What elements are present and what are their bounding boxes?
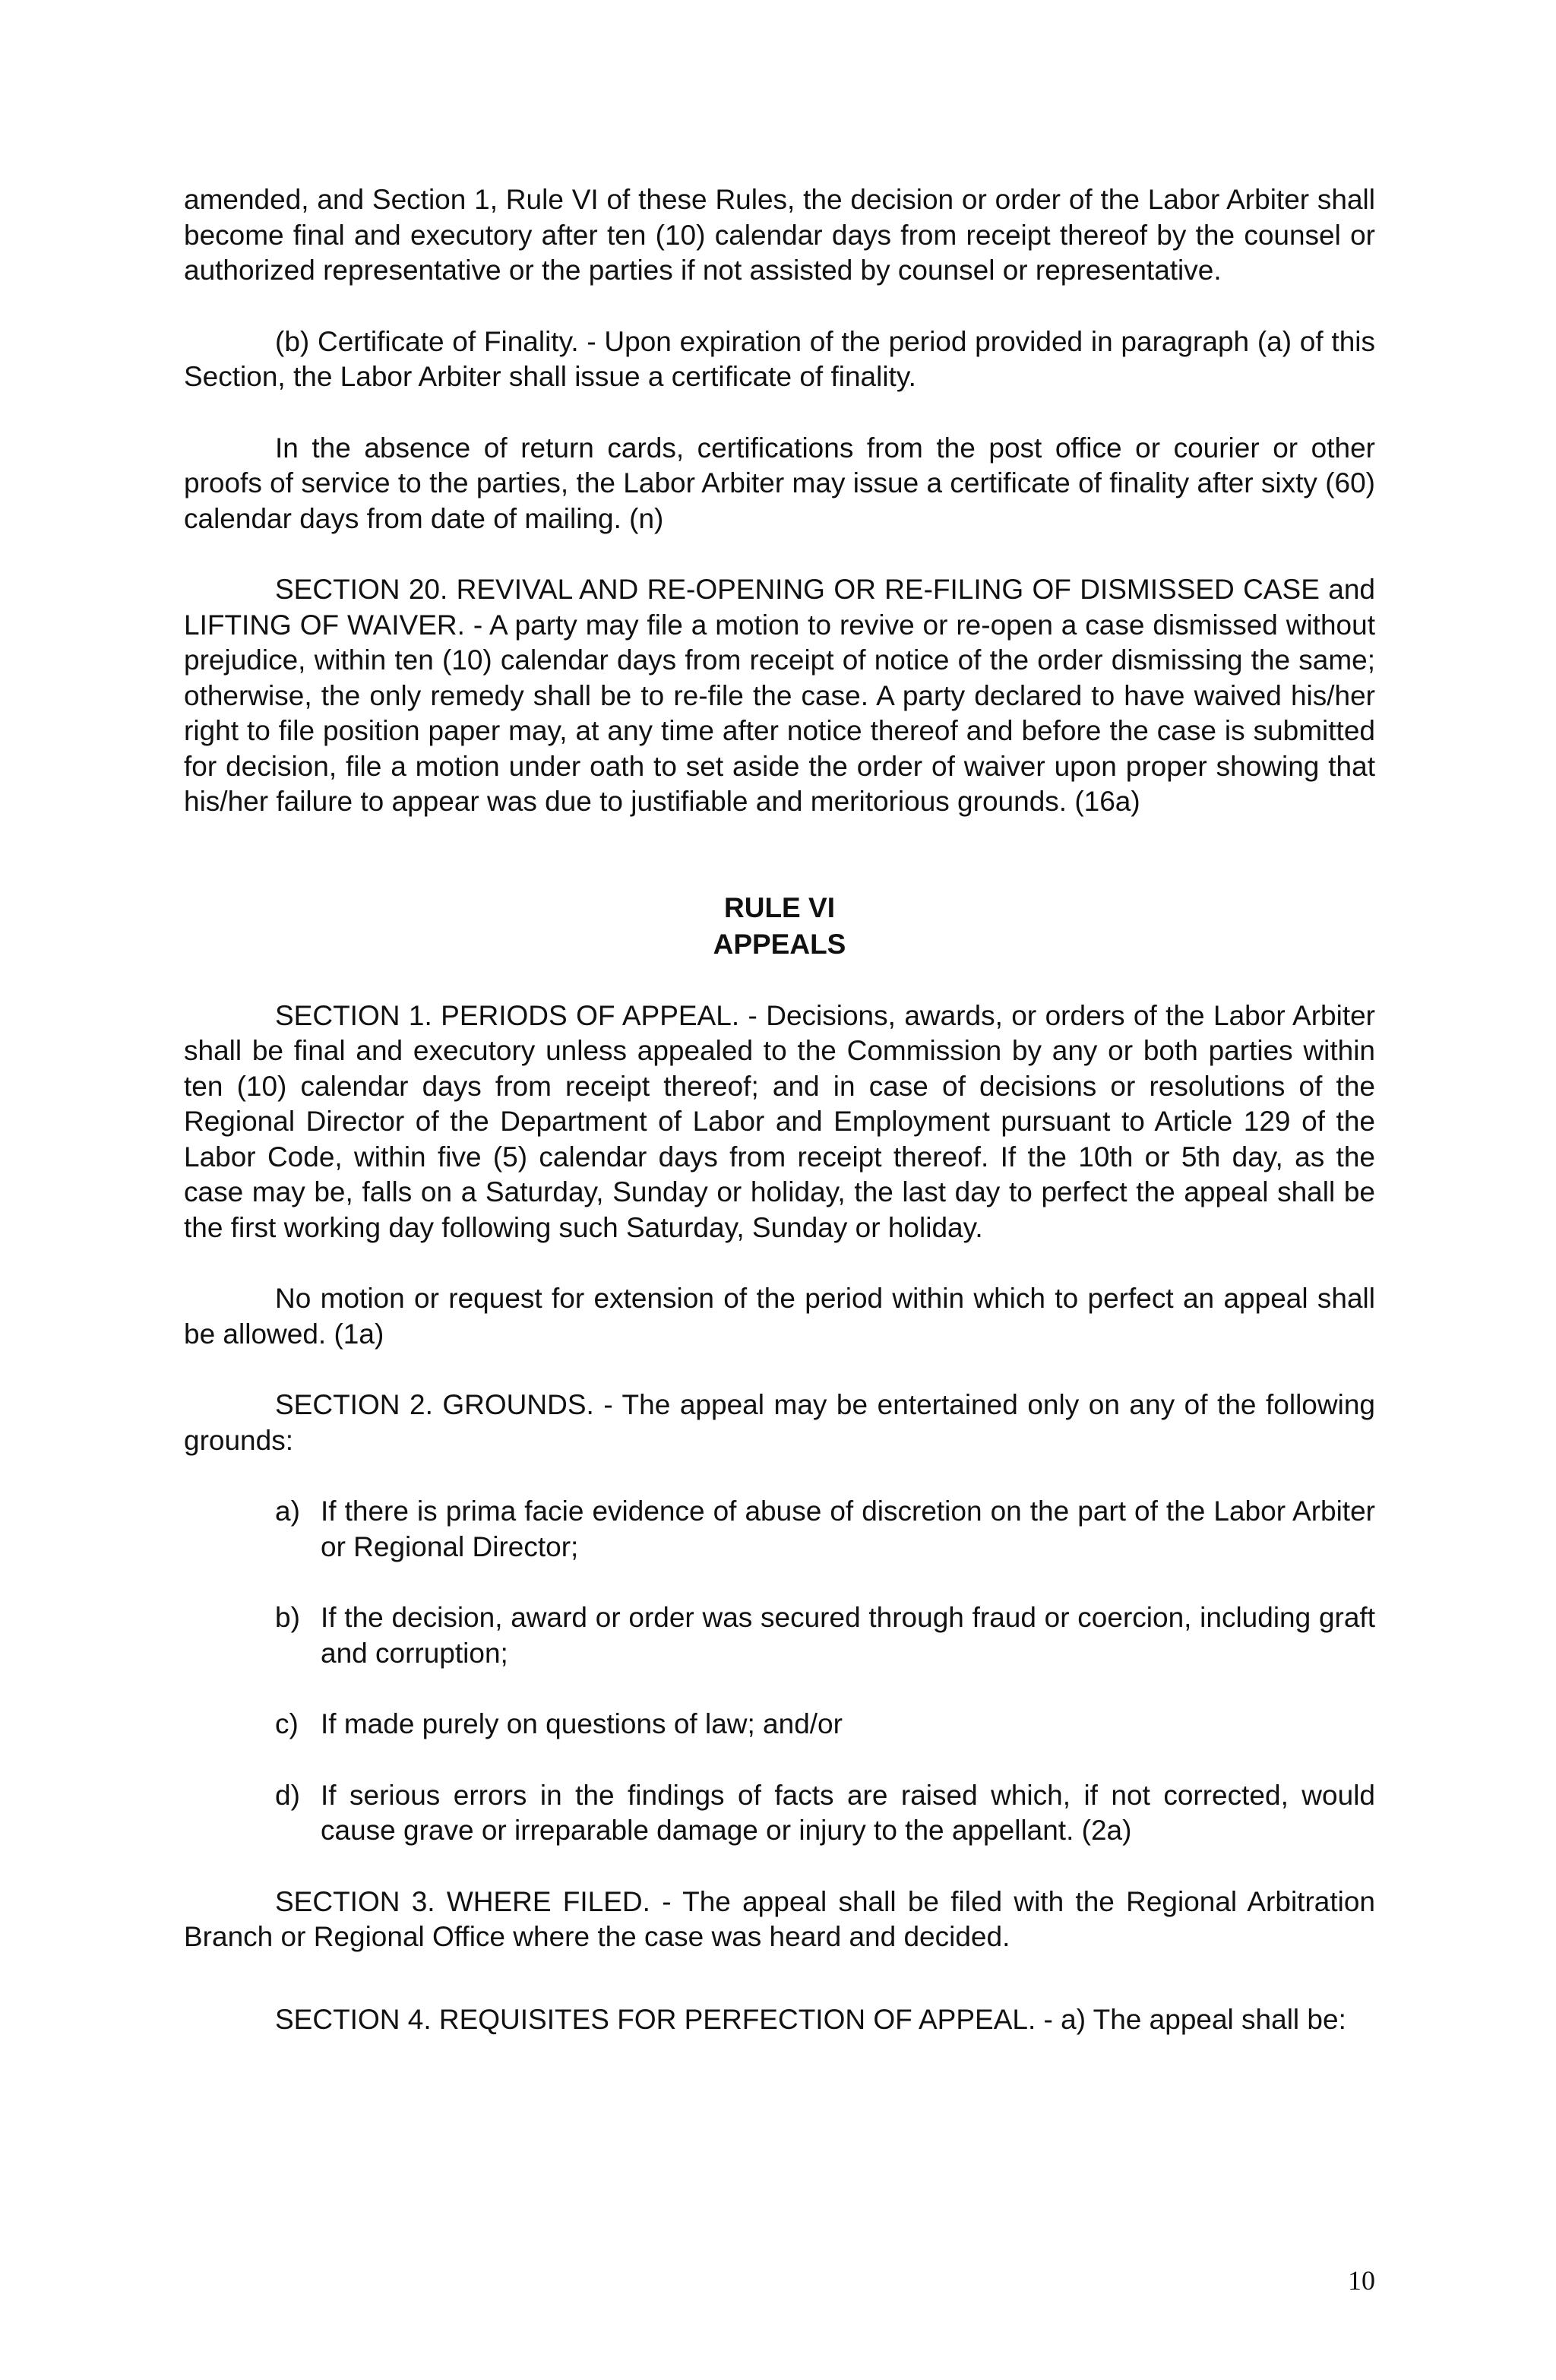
paragraph-section-1: SECTION 1. PERIODS OF APPEAL. - Decisions, awards, or orders of the Labor Arbiter shall be final and executory unless appealed to the Commission by any or both parties within ten (10) calendar days from receipt thereof; and in case of decisions or resolutions of the Regional Director of the Department of Labor and Employment pursuant to Article 129 of the Labor Code, within five (5) calendar days from receipt thereof. If the 10th or 5th day, as the case may be, falls on a Saturday, Sunday or holiday, the last day to perfect the appeal shall be the first working day following such Saturday, Sunday or holiday. [184,999,1375,1243]
paragraph-section-20: SECTION 20. REVIVAL AND RE-OPENING OR RE-FILING OF DISMISSED CASE and LIFTING OF WAIVER. - A party may file a motion to revive or re-open a case dismissed without prejudice, within ten (10) calendar days from receipt of notice of the order dismissing the same; otherwise, the only remedy shall be to re-file the case. A party declared to have waived his/her right to file position paper may, at any time after notice thereof and before the case is submitted for decision, file a motion under oath to set aside the order of waiver upon proper showing that his/her failure to appear was due to justifiable and meritorious grounds. (16a) [184,574,1375,817]
paragraph-section-3: SECTION 3. WHERE FILED. - The appeal shall be filed with the Regional Arbitration Branch or Regional Office where the case was heard and decided. [184,1885,1375,1952]
list-text: If the decision, award or order was secured through fraud or coercion, including graft and corruption; [321,1602,1375,1669]
list-item-ground-d [184,1778,1375,1849]
rule-heading [184,890,1375,963]
list-item-ground-c [184,1707,1375,1742]
page-number: 10 [1348,2265,1375,2296]
list-text: If serious errors in the findings of facts are raised which, if not corrected, would cause grave or irreparable damage or injury to the appellant. (2a) [321,1779,1375,1846]
rule-title: APPEALS [713,928,846,960]
paragraph-certificate-of-finality: (b) Certificate of Finality. - Upon expiration of the period provided in paragraph (a) of this Section, the Labor Arbiter shall issue a certificate of finality. [184,325,1375,392]
list-marker: d) [275,1779,300,1811]
list-item-ground-a [184,1494,1375,1565]
list-marker: a) [275,1495,300,1527]
list-item-ground-b [184,1600,1375,1671]
paragraph-finality-continuation: amended, and Section 1, Rule VI of these Rules, the decision or order of the Labor Arbiter shall become final and executory after ten (10) calendar days from receipt thereof by the counsel or authorized representative or the parties if not assisted by counsel or representative. [184,184,1375,286]
section-spacer [184,1991,1375,2002]
list-marker: b) [275,1602,300,1633]
document-body [184,182,1375,2073]
paragraph-no-extension: No motion or request for extension of the period within which to perfect an appeal shall be allowed. (1a) [184,1283,1375,1350]
rule-number: RULE VI [724,891,835,923]
paragraph-absence-of-return-cards: In the absence of return cards, certifications from the post office or courier or other proofs of service to the parties, the Labor Arbiter may issue a certificate of finality after sixty (60) calendar days from date of mailing. (n) [184,432,1375,534]
paragraph-section-4: SECTION 4. REQUISITES FOR PERFECTION OF APPEAL. - a) The appeal shall be: [275,2003,1346,2035]
section-spacer [184,856,1375,890]
list-marker: c) [275,1708,299,1739]
list-text: If made purely on questions of law; and/or [321,1708,843,1739]
list-text: If there is prima facie evidence of abuse of discretion on the part of the Labor Arbiter or Regional Director; [321,1495,1375,1562]
paragraph-section-2: SECTION 2. GROUNDS. - The appeal may be entertained only on any of the following grounds: [184,1389,1375,1456]
